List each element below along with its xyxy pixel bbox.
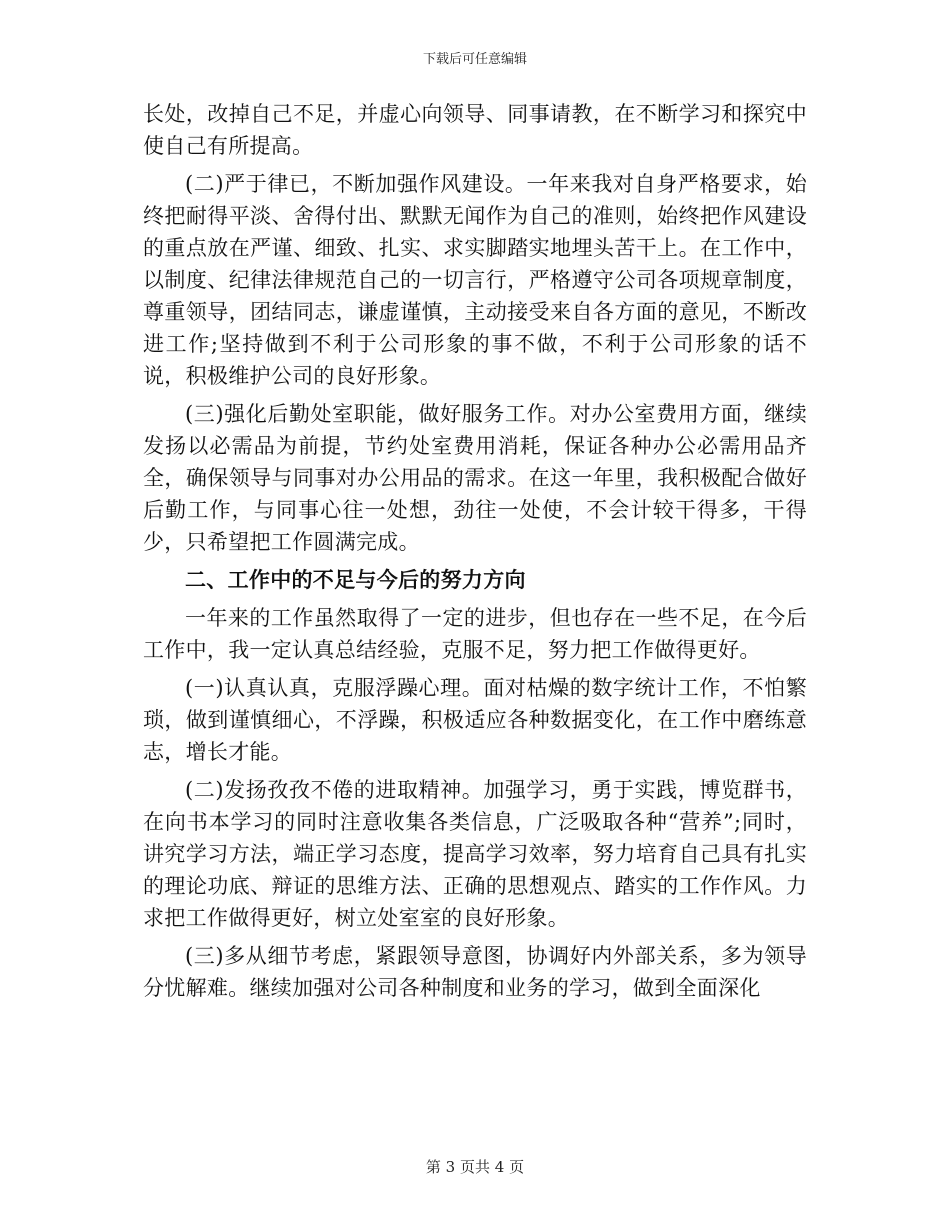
paragraph-section-2-2: (二)发扬孜孜不倦的进取精神。加强学习，勇于实践，博览群书，在向书本学习的同时注意收集各类信息，广泛吸取各种“营养”;同时，讲究学习方法，端正学习态度，提高学习效率，努力培育自己具有扎实的理论功底、辩证的思维方法、正确的思想观点、踏实的工作作风。力求把工作做得更好，树立处室室的良好形象。 bbox=[143, 778, 807, 930]
paragraph-section-1-3: (三)强化后勤处室职能，做好服务工作。对办公室费用方面，继续发扬以必需品为前提，节约处室费用消耗，保证各种办公必需用品齐全，确保领导与同事对办公用品的需求。在这一年里，我积极配合做好后勤工作，与同事心往一处想，劲往一处使，不会计较干得多，干得少，只希望把工作圆满完成。 bbox=[143, 402, 807, 554]
section-heading-2: 二、工作中的不足与今后的努力方向 bbox=[185, 567, 526, 592]
page-header: 下载后可任意编辑 bbox=[422, 52, 527, 67]
paragraph-section-1-2: (二)严于律已，不断加强作风建设。一年来我对自身严格要求，始终把耐得平淡、舍得付出、默默无闻作为自己的准则，始终把作风建设的重点放在严谨、细致、扎实、求实脚踏实地埋头苦干上。在工作中，以制度、纪律法律规范自己的一切言行，严格遵守公司各项规章制度，尊重领导，团结同志，谦虚谨慎，主动接受来自各方面的意见，不断改进工作;坚持做到不利于公司形象的事不做，不利于公司形象的话不说，积极维护公司的良好形象。 bbox=[143, 172, 807, 388]
paragraph-continuation: 长处，改掉自己不足，并虚心向领导、同事请教，在不断学习和探究中使自己有所提高。 bbox=[143, 102, 807, 158]
document-body bbox=[143, 98, 807, 1010]
paragraph-section-2-intro: 一年来的工作虽然取得了一定的进步，但也存在一些不足，在今后工作中，我一定认真总结经验，克服不足，努力把工作做得更好。 bbox=[143, 606, 807, 662]
page-footer: 第 3 页共 4 页 bbox=[425, 1158, 525, 1176]
paragraph-section-2-3: (三)多从细节考虑，紧跟领导意图，协调好内外部关系，多为领导分忧解难。继续加强对公司各种制度和业务的学习，做到全面深化 bbox=[143, 944, 807, 1000]
paragraph-section-2-1: (一)认真认真，克服浮躁心理。面对枯燥的数字统计工作，不怕繁琐，做到谨慎细心，不浮躁，积极适应各种数据变化，在工作中磨练意志，增长才能。 bbox=[143, 676, 807, 764]
